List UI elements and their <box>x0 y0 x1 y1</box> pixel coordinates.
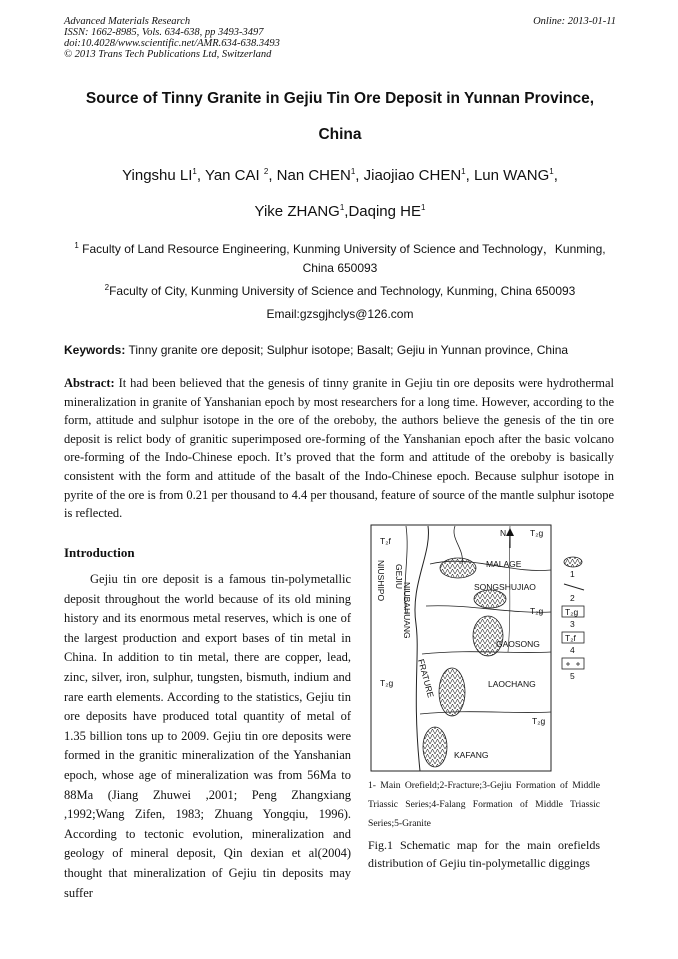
author-affil-mark: 1 <box>421 203 426 212</box>
author-name: ,Daqing HE <box>344 203 421 220</box>
map-label: T₂g <box>380 678 394 688</box>
journal-name: Advanced Materials Research <box>64 16 191 27</box>
map-label: FRATURE <box>416 657 436 699</box>
orefield-label: KAFANG <box>454 750 489 760</box>
keywords-label: Keywords: <box>64 343 126 357</box>
orefield-gaosong <box>473 616 503 656</box>
affiliation-1 <box>60 236 620 278</box>
journal-header <box>64 16 624 60</box>
author-name: , Lun WANG <box>465 167 550 184</box>
figure-legend-caption: 1- Main Orefield;2-Fracture;3-Gejiu Formation of Middle Triassic Series;4-Falang Formation of Middle Triassic Series;5-Granite <box>368 780 600 829</box>
orefield-malage <box>440 558 476 578</box>
orefield-songshujiao <box>474 590 506 608</box>
orefield-kafang <box>423 727 447 767</box>
journal-issn: ISSN: 1662-8985, Vols. 634-638, pp 3493-3497 <box>64 27 264 38</box>
author-affil-mark: 1 <box>192 167 197 176</box>
map-label: T₂g <box>532 716 546 726</box>
journal-copyright: © 2013 Trans Tech Publications Ltd, Switzerland <box>64 49 272 60</box>
north-label: N <box>500 528 507 538</box>
map-legend <box>562 557 584 681</box>
figure-caption: Fig.1 Schematic map for the main orefields distribution of Gejiu tin-polymetallic diggings <box>368 838 600 870</box>
author-name: , Nan CHEN <box>268 167 351 184</box>
author-list-line2 <box>40 203 640 220</box>
affiliation-mark: 1 <box>74 241 79 250</box>
author-separator: , <box>553 167 558 184</box>
author-affil-mark: 1 <box>549 167 554 176</box>
orefield-label: SONGSHUJIAO <box>474 582 536 592</box>
section-heading-introduction: Introduction <box>64 545 135 560</box>
author-affil-mark: 1 <box>339 203 345 212</box>
contact-email: Email:gzsgjhclys@126.com <box>266 307 414 321</box>
orefield-map-figure <box>370 524 600 772</box>
author-name: , Yan CAI <box>196 167 264 184</box>
map-label: T₂g <box>530 606 544 616</box>
abstract <box>64 374 614 523</box>
author-name: Yingshu LI <box>122 167 193 184</box>
affiliation-2 <box>60 278 620 301</box>
paper-title-line2: China <box>318 126 362 143</box>
abstract-label: Abstract: <box>64 376 115 390</box>
legend-formation-label: T₂g <box>565 607 579 617</box>
affiliation-text: Faculty of City, Kunming University of Science and Technology, Kunming, China 650093 <box>109 284 576 298</box>
online-date: Online: 2013-01-11 <box>533 16 616 27</box>
legend-fracture-icon <box>564 584 584 590</box>
legend-number: 1 <box>570 569 575 579</box>
affiliation-mark: 2 <box>104 283 110 292</box>
affiliation-text: Faculty of Land Resource Engineering, Kunming University of Science and Technology，Kunming, China 650093 <box>78 242 606 275</box>
author-affil-mark: 1 <box>350 167 356 176</box>
orefield-label: MALAGE <box>486 559 522 569</box>
legend-orefield-icon <box>564 557 582 567</box>
author-affil-mark: 1 <box>461 167 466 176</box>
orefield-label: GAOSONG <box>496 639 540 649</box>
legend-number: 3 <box>570 619 575 629</box>
author-list-line1 <box>40 167 640 184</box>
map-label: T₂f <box>380 536 391 546</box>
introduction-text <box>64 570 351 903</box>
legend-formation-label: T₂f <box>565 633 576 643</box>
orefield-laochang <box>439 668 465 716</box>
paper-title-line1: Source of Tinny Granite in Gejiu Tin Ore Deposit in Yunnan Province, <box>85 90 595 107</box>
orefield-label: LAOCHANG <box>488 679 536 689</box>
keywords <box>64 343 624 357</box>
abstract-text: It had been believed that the genesis of tinny granite in Gejiu tin ore deposits were hydrothermal mineralization in granite of Yanshanian epoch by most researchers for a long time. However, according to the form, attitude and sulphur isotope in the ore of the oreboby, the authors believe the genesis of the tin ore deposit is relict body of granitic superimposed ore-forming of the Yanshanian epoch after the basic volcano ore-forming of the Indo-Chinese epoch. It’s proved that the form and attitude of the oreboby is basically consistent with the form and attitude of the basalt of the Indo-Chinese epoch. Because sulphur isotope in pyrite of the ore is from 0.21 per thousand to 4.4 per thousand, feature of source of the mantle sulphur isotope is reflected. <box>64 376 614 521</box>
author-name: Yike ZHANG <box>254 203 340 220</box>
legend-number: 4 <box>570 645 575 655</box>
map-label: GEJIU <box>394 564 404 590</box>
legend-number: 2 <box>570 593 575 603</box>
map-label: T₂g <box>530 528 544 538</box>
map-label: NIUSHIPO <box>376 560 386 602</box>
author-name: , Jiaojiao CHEN <box>355 167 462 184</box>
map-label: NIUBAHUANG <box>402 582 412 639</box>
journal-doi: doi:10.4028/www.scientific.net/AMR.634-638.3493 <box>64 38 280 49</box>
keywords-text: Tinny granite ore deposit; Sulphur isotope; Basalt; Gejiu in Yunnan province, China <box>125 343 569 357</box>
intro-paragraph: Gejiu tin ore deposit is a famous tin-polymetallic deposit throughout the world because of its old mining history and its enormous metal reserves, which is one of the largest production and export bases of tin metal in China. In addition to tin metal, there are copper, lead, zinc, silver, iron, sulphur, tungsten, bismuth, indium and rare earth elements. According to the statistics, Gejiu tin ore deposits have produced total quantity of metal of 1.35 billion tons up to 2009. Gejiu tin ore deposits were formed in the granitic mineralization of the Yanshanian epoch, whose age of mineralization was from 56Ma to 88Ma (Jiang Zhuwei ,2001; Peng Zhangxiang ,1992;Wang Zifen, 1983; Zhuang Yongqiu, 1996). According to tectonic evolution, mineralization and geology of mineral deposit, Qin dexian et al(2004) thought that mineralization of Gejiu tin deposits may suffer <box>64 572 351 900</box>
legend-granite-icon <box>562 658 584 669</box>
author-affil-mark: 2 <box>263 167 269 176</box>
legend-number: 5 <box>570 671 575 681</box>
